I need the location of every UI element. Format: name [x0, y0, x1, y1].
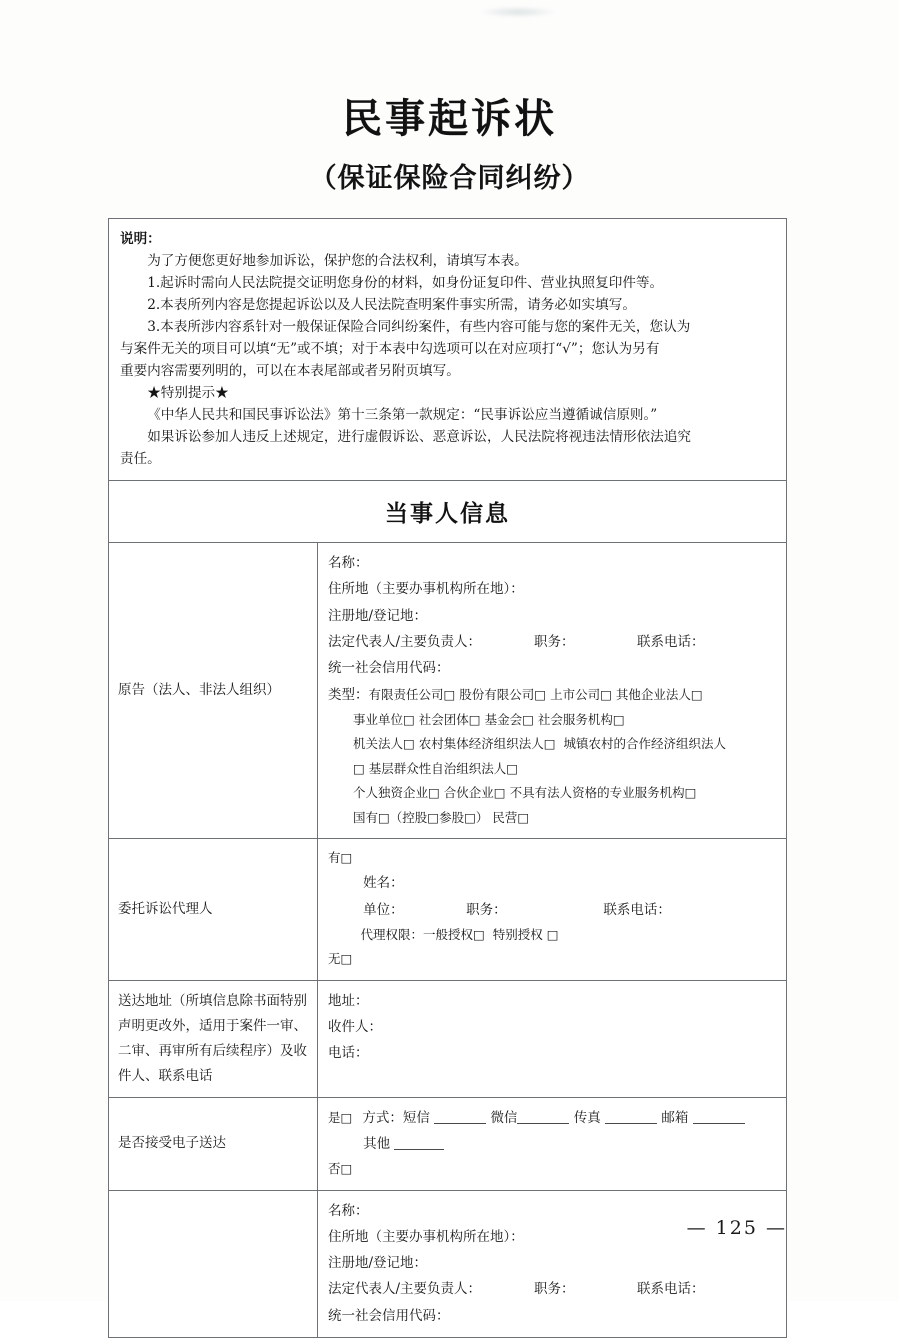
agent-label-cell: [109, 839, 318, 980]
service-address-label-cell: [109, 981, 318, 1097]
defendant-phone-field[interactable]: 联系电话：: [636, 1281, 705, 1298]
service-address-label: 送达地址（所填信息除书面特别声明更改外，适用于案件一审、二审、再审所有后续程序）及收件人、联系电话: [118, 992, 307, 1084]
notice-line-3-cont-a: 与案件无关的项目可以填“无”或不填；对于本表中勾选项可以在对应项打“√”；您认为另有: [120, 341, 660, 358]
service-address-row: [109, 980, 786, 1097]
electronic-service-other-label: 其他: [363, 1135, 391, 1152]
plaintiff-type-options-5[interactable]: 个人独资企业□ 合伙企业□ 不具有法人资格的专业服务机构□: [353, 785, 697, 801]
electronic-service-sms-input[interactable]: [434, 1110, 486, 1124]
plaintiff-post-field[interactable]: 职务：: [533, 634, 575, 651]
plaintiff-registration-field[interactable]: 注册地/登记地：: [328, 607, 428, 624]
plaintiff-label: 原告（法人、非法人组织）: [118, 682, 280, 699]
electronic-service-fields-cell: [318, 1098, 786, 1190]
plaintiff-type-line-1: [328, 682, 778, 708]
electronic-service-sms-label: 短信: [402, 1109, 430, 1126]
section-title-party-information: 当事人信息: [385, 500, 510, 528]
electronic-service-fax-label: 传真: [573, 1109, 601, 1126]
defendant-credit-code-field[interactable]: 统一社会信用代码：: [328, 1307, 450, 1324]
electronic-service-label: 是否接受电子送达: [118, 1135, 226, 1152]
defendant-label-cell: [109, 1191, 318, 1338]
electronic-service-yes-checkbox[interactable]: 是□: [328, 1109, 353, 1125]
electronic-service-row: [109, 1097, 786, 1190]
defendant-legal-rep-field[interactable]: 法定代表人/主要负责人：: [328, 1281, 482, 1298]
agent-has-checkbox[interactable]: 有□: [328, 849, 353, 865]
agent-unit-line: [328, 897, 778, 923]
electronic-service-other-line: [328, 1131, 778, 1157]
section-header-row: [109, 480, 786, 542]
defendant-legal-rep-line: [328, 1276, 778, 1302]
electronic-service-other-input[interactable]: [394, 1136, 444, 1150]
agent-label: 委托诉讼代理人: [118, 900, 213, 917]
notice-warning-tail: 责任。: [120, 451, 161, 468]
agent-unit-field[interactable]: 单位：: [363, 901, 404, 918]
plaintiff-type-label: 类型：: [328, 686, 369, 703]
plaintiff-domicile-field[interactable]: 住所地（主要办事机构所在地）：: [328, 581, 524, 598]
notice-line-3: 3.本表所涉内容系针对一般保证保险合同纠纷案件，有些内容可能与您的案件无关，您认为: [147, 319, 691, 336]
agent-fields-cell: [318, 839, 786, 980]
electronic-service-label-cell: [109, 1098, 318, 1190]
electronic-service-email-input[interactable]: [693, 1110, 745, 1124]
defendant-domicile-field[interactable]: 住所地（主要办事机构所在地）：: [328, 1228, 524, 1245]
electronic-service-email-label: 邮箱: [661, 1109, 689, 1126]
plaintiff-type-options-6[interactable]: 国有□（控股□参股□） 民营□: [353, 809, 530, 825]
plaintiff-legal-rep-field[interactable]: 法定代表人/主要负责人：: [328, 634, 482, 651]
notice-heading: 说明：: [120, 231, 161, 247]
party-information-form: [108, 218, 787, 1338]
electronic-service-fax-input[interactable]: [605, 1110, 657, 1124]
plaintiff-type-options-3[interactable]: 机关法人□ 农村集体经济组织法人□ 城镇农村的合作经济组织法人: [353, 736, 727, 752]
agent-post-field[interactable]: 职务：: [466, 901, 507, 918]
page-number: — 125 —: [686, 1217, 787, 1239]
service-address-fields-cell: [318, 981, 786, 1097]
agent-row: [109, 838, 786, 980]
notice-row: [109, 219, 786, 480]
notice-line-1: 1.起诉时需向人民法院提交证明您身份的材料，如身份证复印件、营业执照复印件等。: [147, 275, 664, 292]
electronic-service-no-checkbox[interactable]: 否□: [328, 1161, 353, 1177]
document-title: 民事起诉状: [342, 95, 557, 142]
defendant-post-field[interactable]: 职务：: [533, 1281, 575, 1298]
electronic-service-wechat-label: 微信: [490, 1109, 518, 1126]
notice-warning: 如果诉讼参加人违反上述规定，进行虚假诉讼、恶意诉讼，人民法院将视违法情形依法追究: [147, 429, 691, 446]
defendant-name-field[interactable]: 名称：: [328, 1202, 369, 1219]
service-address-field[interactable]: 地址：: [328, 992, 369, 1009]
notice-line-3-cont-b: 重要内容需要列明的，可以在本表尾部或者另附页填写。: [120, 363, 460, 380]
plaintiff-name-field[interactable]: 名称：: [328, 555, 369, 572]
plaintiff-label-cell: [109, 543, 318, 838]
plaintiff-phone-field[interactable]: 联系电话：: [636, 634, 705, 651]
special-tip-marker: ★特别提示★: [147, 385, 229, 402]
plaintiff-credit-code-field[interactable]: 统一社会信用代码：: [328, 660, 450, 677]
plaintiff-type-options-4[interactable]: □ 基层群众性自治组织法人□: [353, 760, 519, 776]
service-phone-field[interactable]: 电话：: [328, 1045, 369, 1062]
agent-phone-field[interactable]: 联系电话：: [603, 901, 671, 918]
agent-name-field[interactable]: 姓名：: [363, 875, 404, 892]
plaintiff-legal-rep-line: [328, 629, 778, 655]
electronic-service-wechat-input[interactable]: [517, 1110, 569, 1124]
notice-block: [109, 219, 786, 480]
notice-line-2: 2.本表所列内容是您提起诉讼以及人民法院查明案件事实所需，请务必如实填写。: [147, 297, 636, 314]
plaintiff-type-options-1[interactable]: 有限责任公司□ 股份有限公司□ 上市公司□ 其他企业法人□: [368, 686, 703, 702]
notice-line-intro: 为了方便您更好地参加诉讼，保护您的合法权利，请填写本表。: [147, 253, 528, 270]
title-block: [0, 96, 899, 195]
electronic-service-yes-line: [328, 1105, 778, 1131]
defendant-row: [109, 1190, 786, 1338]
plaintiff-fields-cell: [318, 543, 786, 838]
service-recipient-field[interactable]: 收件人：: [328, 1018, 382, 1035]
agent-authority-options[interactable]: 代理权限：一般授权□ 特别授权 □: [360, 926, 559, 942]
electronic-service-method-label: 方式：: [362, 1109, 403, 1126]
document-subtitle: （保证保险合同纠纷）: [309, 163, 590, 194]
notice-law-citation: 《中华人民共和国民事诉讼法》第十三条第一款规定：“民事诉讼应当遵循诚信原则。”: [147, 407, 658, 424]
plaintiff-type-options-2[interactable]: 事业单位□ 社会团体□ 基金会□ 社会服务机构□: [353, 712, 625, 728]
plaintiff-row: [109, 542, 786, 838]
defendant-registration-field[interactable]: 注册地/登记地：: [328, 1255, 428, 1272]
defendant-fields-cell: [318, 1191, 786, 1338]
scan-artifact: [478, 6, 558, 18]
agent-none-checkbox[interactable]: 无□: [328, 951, 353, 967]
